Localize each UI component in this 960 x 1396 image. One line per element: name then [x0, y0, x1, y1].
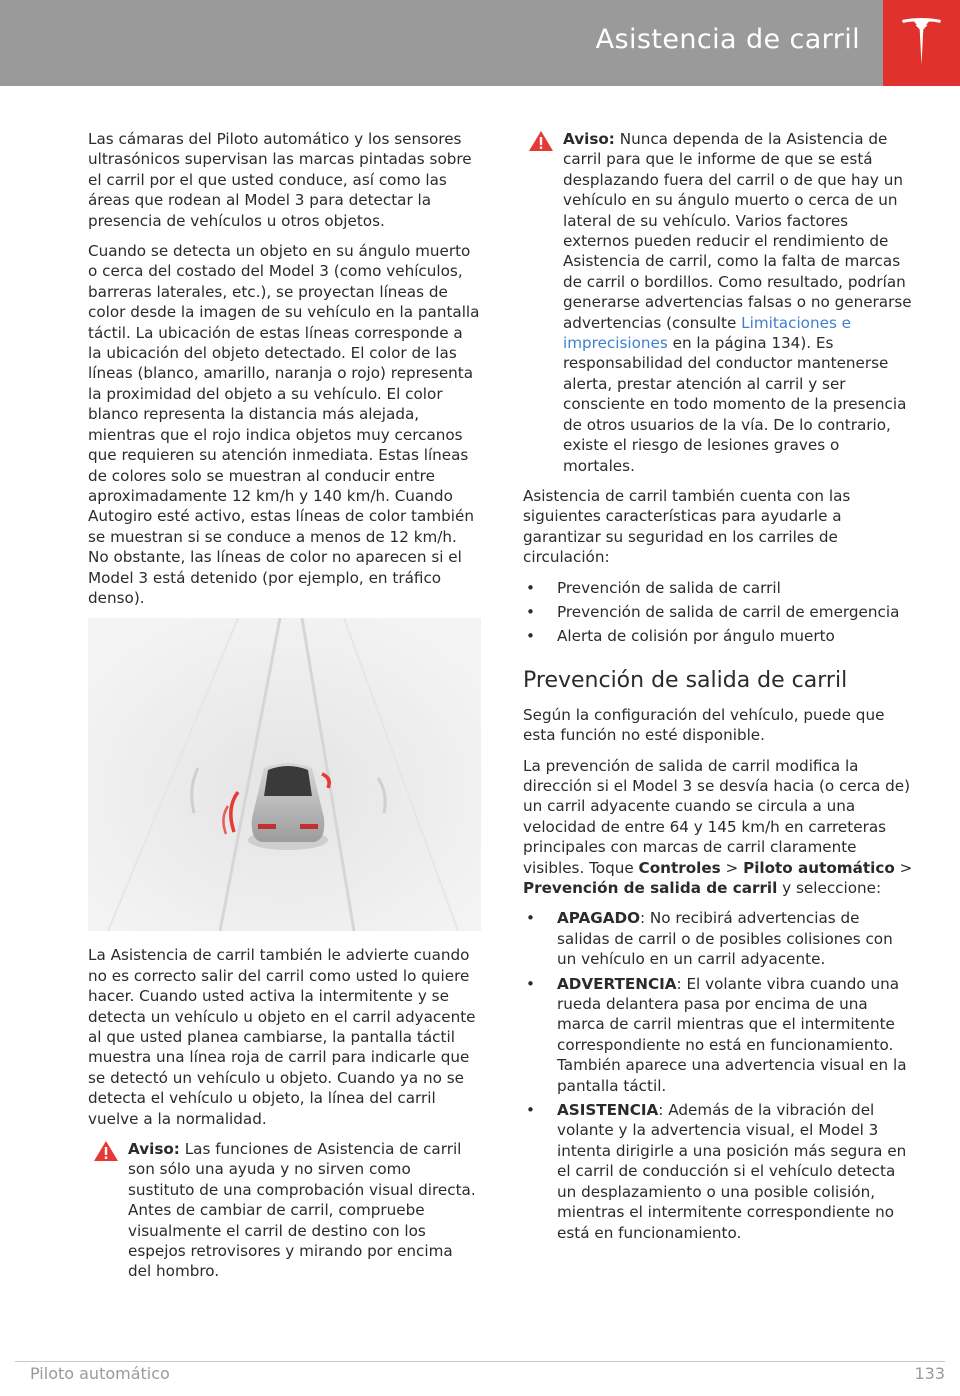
lane-assist-illustration — [88, 618, 481, 931]
ldp-text-a: La prevención de salida de carril modifica la dirección si el Model 3 se desvía hacia (o cerca de) un carril adyacente cuando se circula a una velocidad de entre 64 y 145 km/h en carreteras principales con marcas de carril claramente visibles. Toque — [523, 756, 911, 877]
car-road-graphic — [88, 618, 481, 931]
list-item: • Alerta de colisión por ángulo muerto — [523, 626, 915, 646]
intro-paragraph: Las cámaras del Piloto automático y los sensores ultrasónicos supervisan las marcas pintadas sobre el carril por el que usted conduce, así como las áreas que rodean al Model 3 para detectar la presencia de vehículos u otros objetos. — [88, 130, 472, 230]
option-label: ADVERTENCIA — [557, 974, 677, 993]
page-number: 133 — [914, 1364, 945, 1383]
option-text: : Además de la vibración del volante y la advertencia visual, el Model 3 intenta dirigirle a una posición más segura en el carril de conducción si el vehículo detecta un desplazamiento o una posible colisión, mientras el intermitente correspondiente no está en funcionamiento. — [557, 1101, 907, 1242]
ldp-text-b: y seleccione: — [777, 879, 882, 897]
list-item: • Prevención de salida de carril de emergencia — [523, 602, 915, 622]
right-column — [523, 129, 915, 1253]
option-label: APAGADO — [557, 909, 640, 928]
warning-icon — [528, 130, 554, 152]
ldp-paragraph — [523, 756, 915, 899]
warning-block-left — [88, 1139, 480, 1282]
ldp-path: Prevención de salida de carril — [523, 879, 778, 897]
left-column — [88, 129, 480, 1292]
section-heading: Prevención de salida de carril — [523, 667, 848, 693]
warning-block-right — [523, 129, 915, 476]
footer-divider — [15, 1361, 945, 1362]
warning-text-b: en la página 134). Es responsabilidad del conductor mantenerse alerta, prestar atención al carril y ser consciente en todo momento de la presencia de otros usuarios de la vía. De lo contrario, existe el riesgo de lesiones graves o mortales. — [563, 334, 907, 475]
option-assist — [523, 1100, 915, 1243]
warning-icon — [93, 1140, 119, 1162]
warning-text: Las funciones de Asistencia de carril son sólo una ayuda y no sirven como sustituto de una comprobación visual directa. Antes de cambiar de carril, compruebe visualmente el carril de destino con los espejos retrovisores y mirando por encima del hombro. — [128, 1140, 476, 1281]
warning-label: Aviso: — [563, 130, 615, 148]
controls-path: Controles — [638, 858, 721, 877]
warning-label: Aviso: — [128, 1140, 180, 1158]
option-off — [523, 908, 915, 969]
options-list — [523, 908, 915, 1243]
tesla-logo — [883, 0, 960, 86]
lane-change-paragraph: La Asistencia de carril también le advierte cuando no es correcto salir del carril como usted lo quiere hacer. Cuando usted activa la intermitente y se detecta un vehículo u objeto en el carril adyacente al que usted planea cambiarse, la pantalla táctil muestra una línea roja de carril para indicarle que se detectó un vehículo u objeto. Cuando ya no se detecta el vehículo u objeto, la línea del carril vuelve a la normalidad. — [88, 946, 476, 1128]
limitations-link[interactable]: Limitaciones e imprecisiones — [563, 313, 852, 353]
page-title: Asistencia de carril — [595, 24, 860, 55]
path-separator: > — [894, 858, 913, 877]
footer-section: Piloto automático — [30, 1364, 170, 1383]
option-text: : No recibirá advertencias de salidas de carril o de posibles colisiones con un vehículo en un carril adyacente. — [557, 909, 893, 969]
list-item: • Prevención de salida de carril — [523, 578, 915, 598]
option-warning — [523, 974, 915, 1096]
features-list — [523, 578, 915, 647]
option-label: ASISTENCIA — [557, 1101, 659, 1120]
option-text: : El volante vibra cuando una rueda delantera pasa por encima de una marca de carril mientras que el intermitente correspondiente no está en funcionamiento. También aparece una advertencia visual en la pantalla táctil. — [557, 974, 907, 1095]
detection-paragraph: Cuando se detecta un objeto en su ángulo muerto o cerca del costado del Model 3 (como vehículos, barreras laterales, etc.), se proyectan líneas de color desde la imagen de su vehículo en la pantalla táctil. La ubicación de estas líneas corresponde a la ubicación del objeto detectado. El color de las líneas (blanco, amarillo, naranja o rojo) representa la proximidad del objeto a su vehículo. El color blanco representa la distancia más alejada, mientras que el rojo indica objetos muy cercanos que requieren su atención inmediata. Estas líneas de colores solo se muestran al conducir entre aproximadamente 12 km/h y 140 km/h. Cuando Autogiro esté activo, estas líneas de color también se muestran si se conduce a menos de 12 km/h. No obstante, las líneas de color no aparecen si el Model 3 está detenido (por ejemplo, en tráfico denso). — [88, 242, 480, 607]
path-separator: > — [720, 858, 744, 877]
autopilot-path: Piloto automático — [743, 858, 895, 877]
availability-paragraph: Según la configuración del vehículo, puede que esta función no esté disponible. — [523, 705, 885, 745]
features-intro: Asistencia de carril también cuenta con las siguientes características para ayudarle a garantizar su seguridad en los carriles de circulación: — [523, 486, 851, 567]
tesla-logo-icon — [901, 17, 942, 67]
warning-text-a: Nunca dependa de la Asistencia de carril para que le informe de que se está desplazando fuera del carril o de que hay un vehículo en su ángulo muerto o cerca de un lateral de su vehículo. Varios factores externos pueden reducir el rendimiento de Asistencia de carril, como la falta de marcas de carril o bordillos. Como resultado, podrían generarse advertencias falsas o no generarse advertencias (consulte — [563, 130, 912, 332]
